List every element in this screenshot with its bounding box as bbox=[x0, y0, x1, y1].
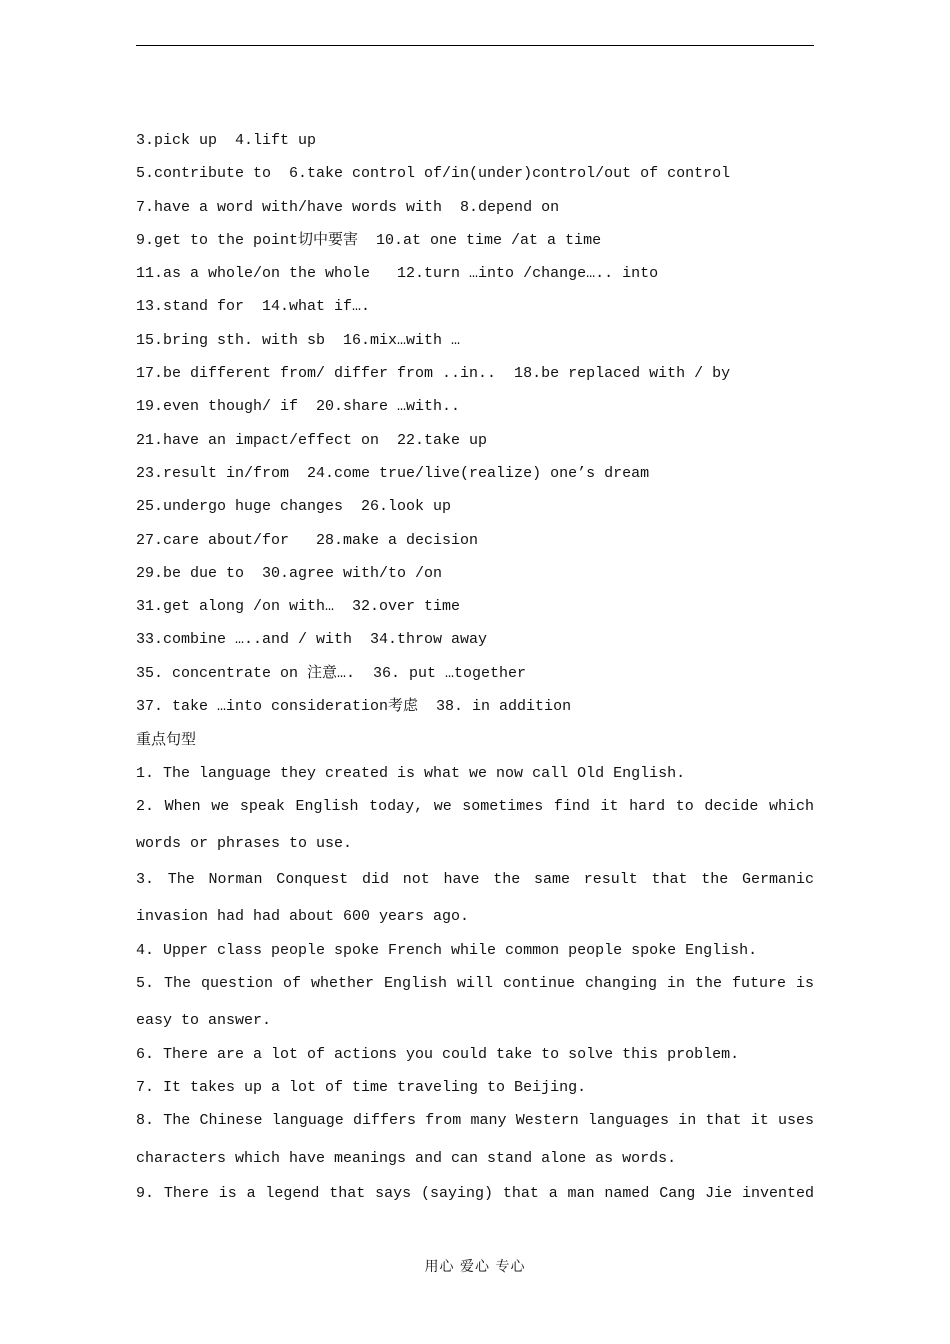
phrase-line: 9.get to the point切中要害 10.at one time /at a time bbox=[136, 231, 602, 249]
phrase-line: 33.combine …..and / with 34.throw away bbox=[136, 631, 488, 649]
sentence-item: 9. There is a legend that says (saying) that a man named Cang Jie invented bbox=[136, 1185, 814, 1203]
sentence-item: 8. The Chinese language differs from many Western languages in that it uses characters which have meanings and can stand alone as words. bbox=[136, 1112, 814, 1167]
phrase-line: 27.care about/for 28.make a decision bbox=[136, 531, 479, 549]
phrase-line: 21.have an impact/effect on 22.take up bbox=[136, 431, 488, 449]
sentence-item: 1. The language they created is what we now call Old English. bbox=[136, 764, 686, 782]
sentence-item: 4. Upper class people spoke French while common people spoke English. bbox=[136, 941, 758, 959]
phrase-line: 23.result in/from 24.come true/live(realize) one’s dream bbox=[136, 464, 650, 482]
sentence-item: 7. It takes up a lot of time traveling to Beijing. bbox=[136, 1079, 587, 1097]
header-rule bbox=[136, 45, 814, 46]
phrase-line: 15.bring sth. with sb 16.mix…with … bbox=[136, 331, 461, 349]
phrase-line: 11.as a whole/on the whole 12.turn …into /change….. into bbox=[136, 265, 659, 283]
phrase-line: 17.be different from/ differ from ..in.. 18.be replaced with / by bbox=[136, 365, 731, 383]
sentence-item: 6. There are a lot of actions you could take to solve this problem. bbox=[136, 1045, 740, 1063]
section-heading: 重点句型 bbox=[136, 730, 197, 749]
phrase-line: 7.have a word with/have words with 8.depend on bbox=[136, 198, 560, 216]
phrase-line: 31.get along /on with… 32.over time bbox=[136, 598, 461, 616]
phrase-line: 37. take …into consideration考虑 38. in addition bbox=[136, 698, 572, 716]
phrase-line: 35. concentrate on 注意…. 36. put …together bbox=[136, 664, 527, 682]
page-footer: 用心 爱心 专心 bbox=[424, 1259, 526, 1275]
sentence-item: 5. The question of whether English will continue changing in the future is easy to answer. bbox=[136, 974, 814, 1030]
document-body bbox=[136, 124, 814, 1211]
sentence-item: 3. The Norman Conquest did not have the same result that the Germanic invasion had had about 600 years ago. bbox=[136, 870, 814, 926]
phrase-line: 19.even though/ if 20.share …with.. bbox=[136, 398, 461, 416]
phrase-line: 5.contribute to 6.take control of/in(under)control/out of control bbox=[136, 165, 731, 183]
phrase-line: 13.stand for 14.what if…. bbox=[136, 298, 371, 316]
sentence-item: 2. When we speak English today, we sometimes find it hard to decide which words or phrases to use. bbox=[136, 797, 814, 853]
phrase-line: 25.undergo huge changes 26.look up bbox=[136, 498, 452, 516]
phrase-line: 29.be due to 30.agree with/to /on bbox=[136, 564, 443, 582]
phrase-line: 3.pick up 4.lift up bbox=[136, 132, 317, 149]
